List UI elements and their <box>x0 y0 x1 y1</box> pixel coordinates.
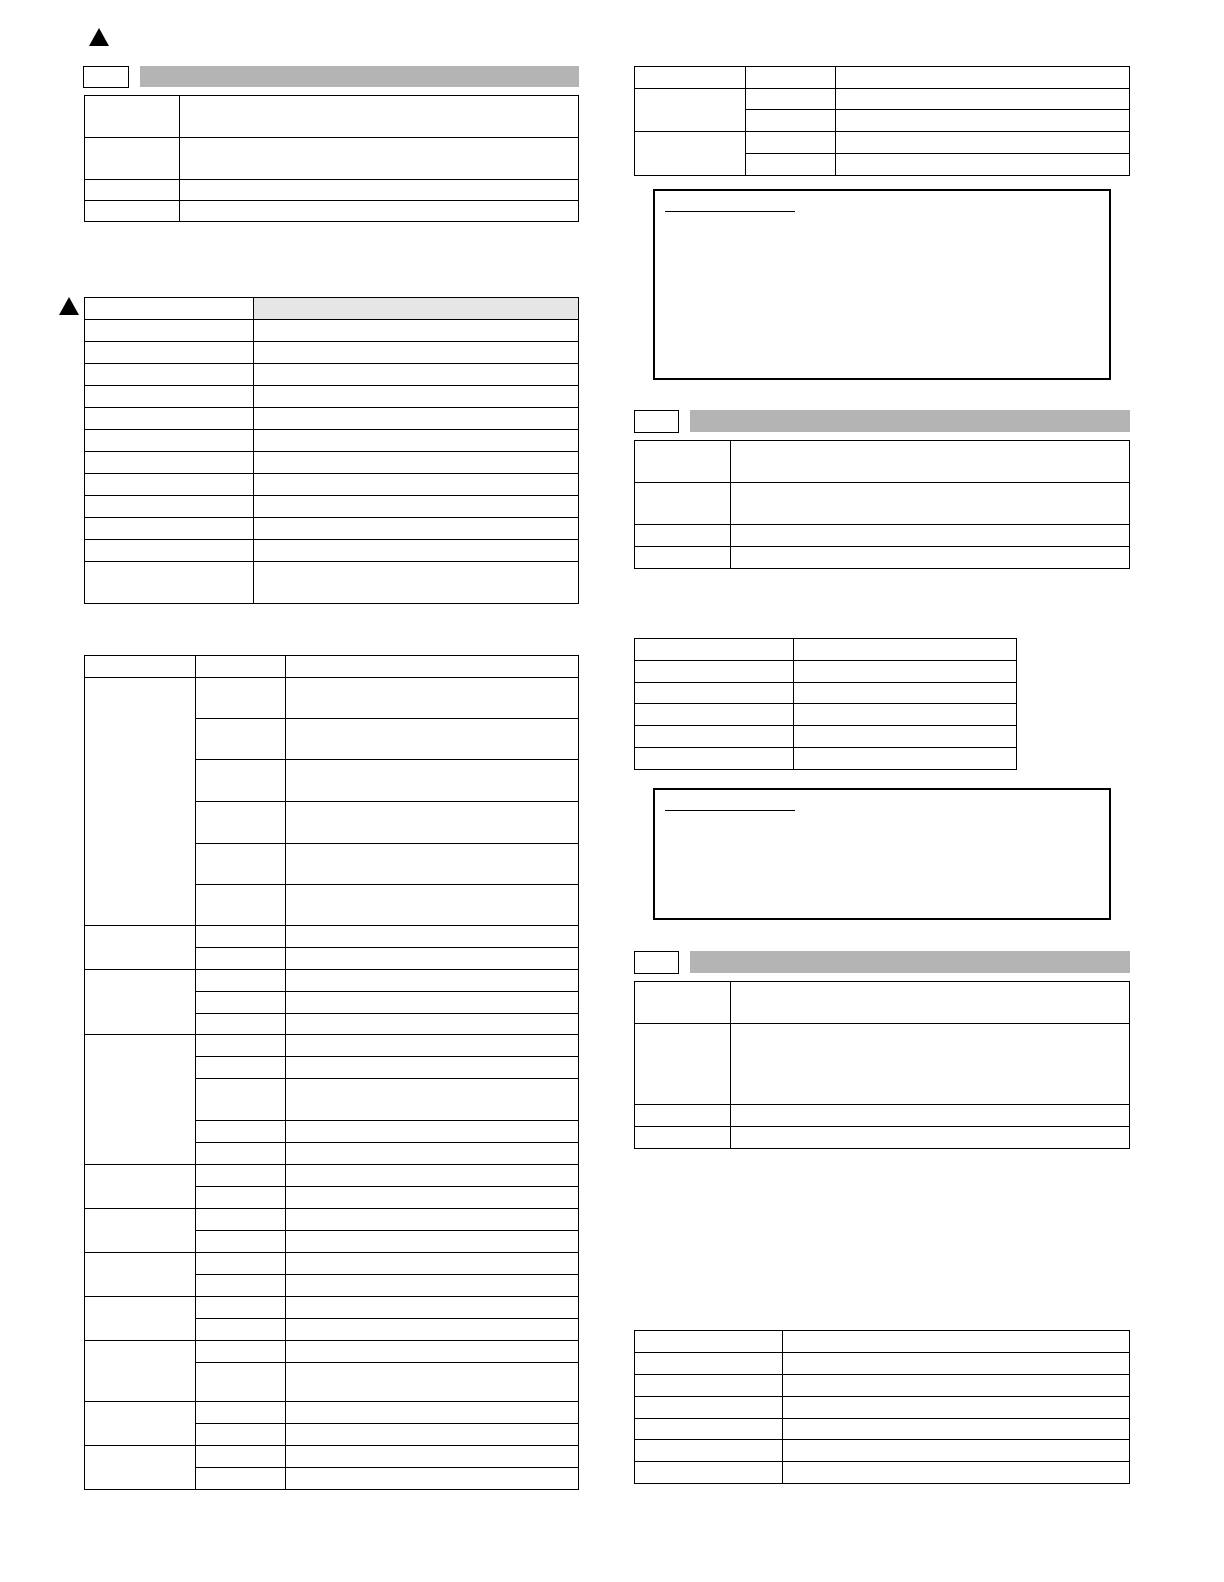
table-header-row <box>635 67 1130 89</box>
table-row <box>635 483 1130 525</box>
section-title-bar <box>690 410 1130 432</box>
table-header-row <box>85 656 579 678</box>
table-row <box>635 1440 1130 1462</box>
table-row <box>85 96 579 138</box>
table-row <box>85 1297 579 1319</box>
table-header-row <box>85 298 579 320</box>
table-row <box>85 1402 579 1424</box>
table-row <box>85 474 579 496</box>
table-row <box>635 1127 1130 1149</box>
table-row <box>85 452 579 474</box>
table-row <box>85 1446 579 1468</box>
section-number-box <box>634 951 679 974</box>
table-row <box>85 1165 579 1187</box>
table-row <box>635 89 1130 110</box>
table-row <box>85 926 579 948</box>
table-row <box>635 1353 1130 1375</box>
revision-marker-icon <box>89 28 109 46</box>
table-row <box>85 386 579 408</box>
table-row <box>85 408 579 430</box>
note-heading-underline <box>665 810 795 811</box>
table-header-row <box>635 1331 1130 1353</box>
mode-table <box>634 66 1130 176</box>
table-header-row <box>635 639 1017 661</box>
note-heading-underline <box>665 211 795 212</box>
section-info-table <box>84 95 579 222</box>
table-row <box>85 364 579 386</box>
table-row <box>635 1419 1130 1440</box>
section-number-box <box>83 66 129 88</box>
table-row <box>635 661 1017 683</box>
table-row <box>635 547 1130 569</box>
note-box <box>653 189 1111 380</box>
table-row <box>635 525 1130 547</box>
table-row <box>85 562 579 604</box>
table-row <box>85 1253 579 1275</box>
value-table <box>634 638 1017 770</box>
note-box <box>653 788 1111 920</box>
table-row <box>635 132 1130 154</box>
table-row <box>635 1024 1130 1105</box>
section-info-table <box>634 440 1130 569</box>
table-row <box>85 201 579 222</box>
table-row <box>85 1035 579 1057</box>
table-row <box>635 1375 1130 1397</box>
table-row <box>85 1341 579 1363</box>
table-row <box>85 342 579 364</box>
settings-table <box>84 297 579 604</box>
table-row <box>85 496 579 518</box>
section-info-table <box>634 981 1130 1149</box>
table-row <box>635 982 1130 1024</box>
table-row <box>85 540 579 562</box>
table-row <box>85 320 579 342</box>
section-title-bar <box>140 66 579 87</box>
table-row <box>85 1209 579 1231</box>
detail-table <box>84 655 579 1490</box>
table-row <box>635 704 1017 726</box>
table-row <box>635 1462 1130 1484</box>
value-table <box>634 1330 1130 1484</box>
revision-marker-icon <box>59 297 79 315</box>
table-row <box>635 683 1017 704</box>
section-number-box <box>634 410 679 433</box>
table-row <box>635 1105 1130 1127</box>
table-row <box>85 970 579 992</box>
table-row <box>85 138 579 180</box>
table-row <box>85 678 579 719</box>
table-row <box>635 1397 1130 1419</box>
table-row <box>635 441 1130 483</box>
table-row <box>85 430 579 452</box>
table-row <box>635 726 1017 748</box>
section-title-bar <box>690 951 1130 973</box>
table-row <box>635 748 1017 770</box>
table-row <box>85 180 579 201</box>
table-row <box>85 518 579 540</box>
